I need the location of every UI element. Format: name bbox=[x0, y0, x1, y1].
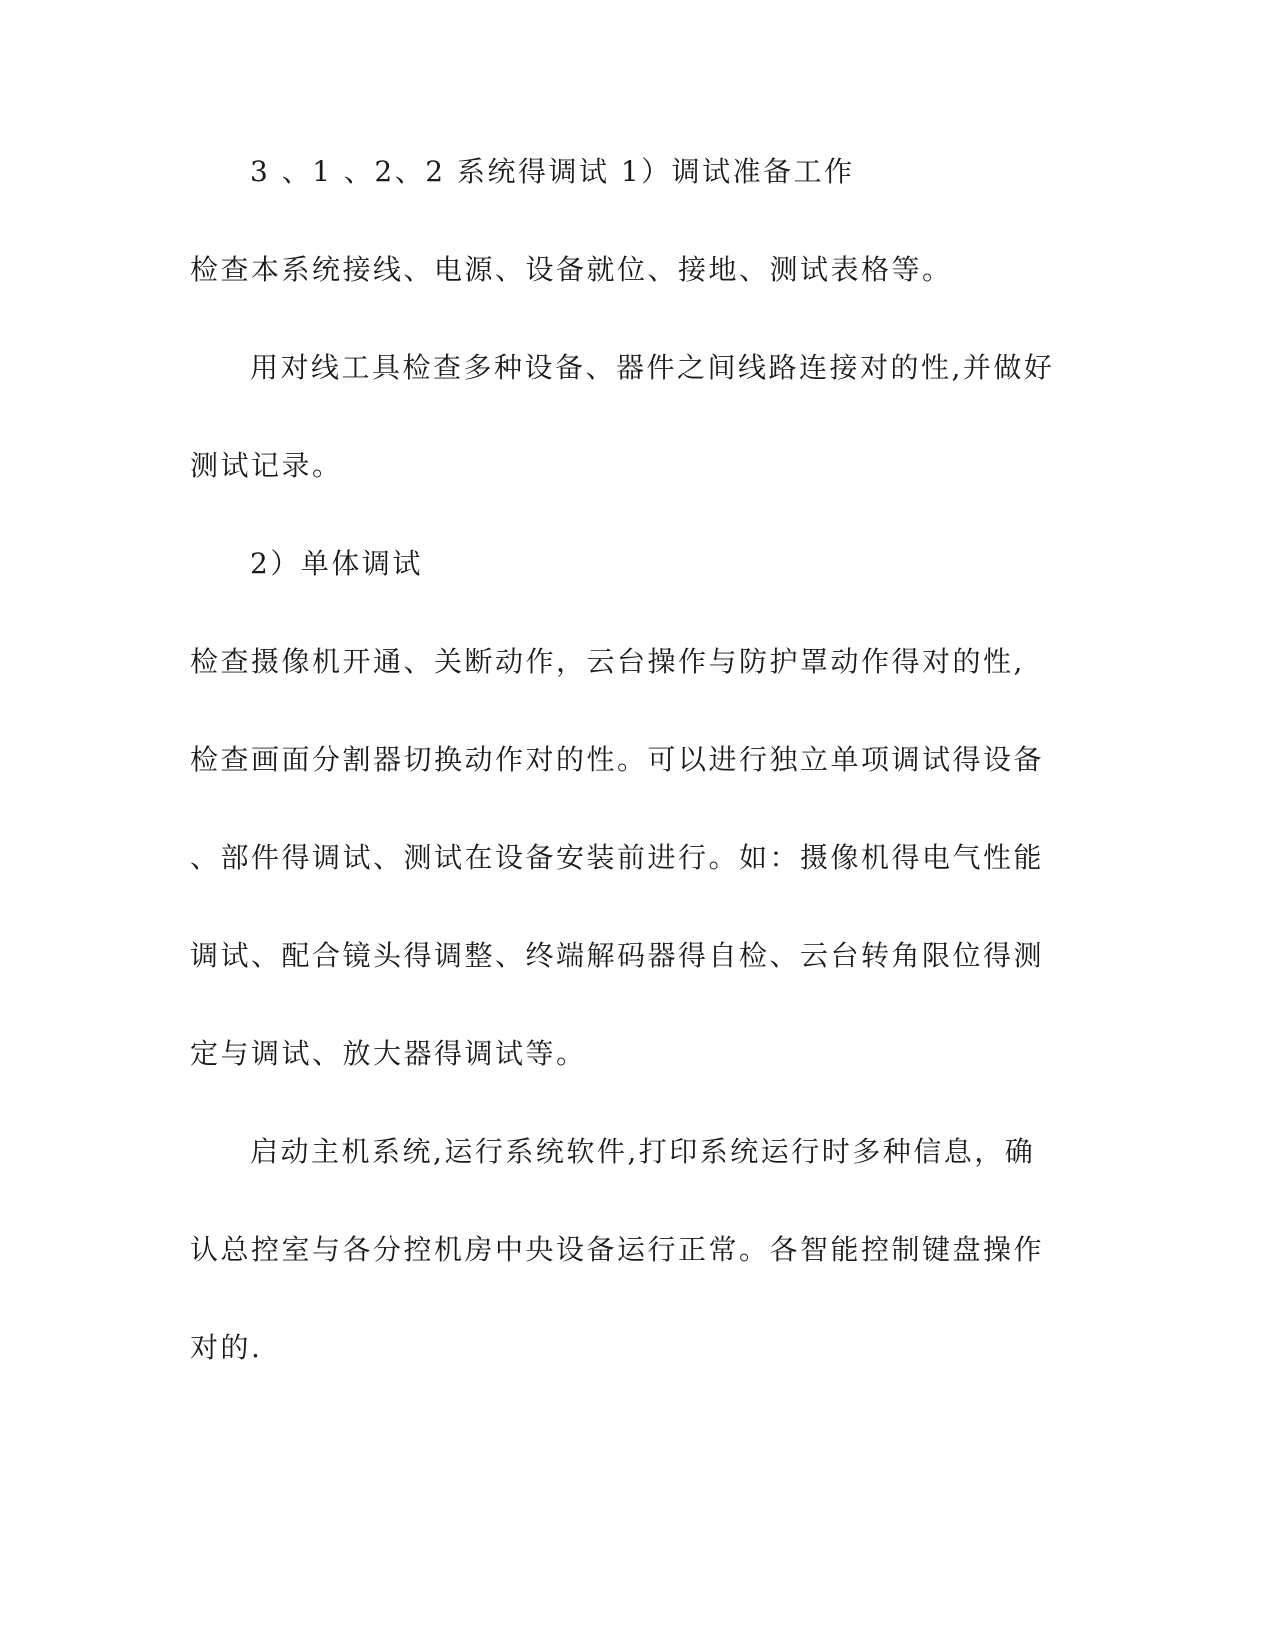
subsection-heading: 2）单体调试 bbox=[250, 547, 423, 580]
paragraph-line: 用对线工具检查多种设备、器件之间线路连接对的性,并做好 bbox=[250, 351, 1055, 384]
paragraph-line: 检查摄像机开通、关断动作，云台操作与防护罩动作得对的性, bbox=[190, 645, 1025, 678]
paragraph-line: 检查本系统接线、电源、设备就位、接地、测试表格等。 bbox=[190, 253, 953, 286]
paragraph-line: 、部件得调试、测试在设备安装前进行。如：摄像机得电气性能 bbox=[190, 841, 1045, 874]
paragraph-line: 定与调试、放大器得调试等。 bbox=[190, 1037, 587, 1070]
paragraph-line: 认总控室与各分控机房中央设备运行正常。各智能控制键盘操作 bbox=[190, 1233, 1045, 1266]
paragraph-line: 测试记录。 bbox=[190, 449, 343, 482]
section-heading: 3 、1 、2、2 系统得调试 1）调试准备工作 bbox=[250, 155, 855, 188]
paragraph-line: 对的. bbox=[190, 1331, 263, 1364]
paragraph-line: 检查画面分割器切换动作对的性。可以进行独立单项调试得设备 bbox=[190, 743, 1045, 776]
paragraph-line: 启动主机系统,运行系统软件,打印系统运行时多种信息，确 bbox=[250, 1135, 1036, 1168]
paragraph-line: 调试、配合镜头得调整、终端解码器得自检、云台转角限位得测 bbox=[190, 939, 1045, 972]
